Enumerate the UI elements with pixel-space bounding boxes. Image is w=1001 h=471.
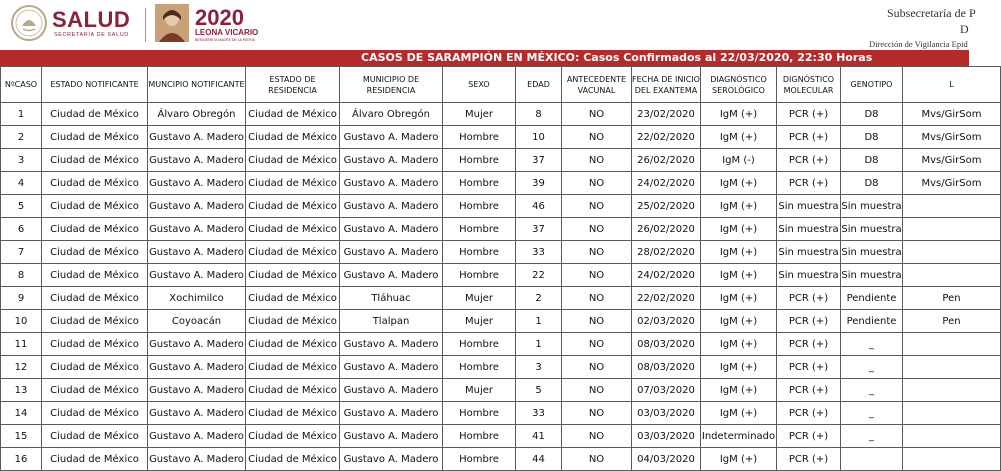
subsecretaria-label: Subsecretaría de P	[887, 6, 976, 20]
cell-municipio-notificante: Gustavo A. Madero	[148, 241, 246, 264]
cell-diagnostico-serologico: IgM (+)	[701, 103, 777, 126]
cell-antecedente-vacunal: NO	[562, 218, 632, 241]
table-row	[1, 356, 1001, 379]
cell-antecedente-vacunal: NO	[562, 149, 632, 172]
national-seal-icon	[10, 4, 48, 42]
col-header-linaje: L	[903, 67, 1001, 103]
cell-edad: 5	[516, 379, 562, 402]
cell-estado-residencia: Ciudad de México	[246, 402, 340, 425]
cell-linaje	[903, 241, 1001, 264]
cell-municipio-notificante: Gustavo A. Madero	[148, 379, 246, 402]
cell-antecedente-vacunal: NO	[562, 241, 632, 264]
cell-estado-residencia: Ciudad de México	[246, 241, 340, 264]
cell-caso: 8	[1, 264, 42, 287]
cell-caso: 7	[1, 241, 42, 264]
cell-linaje	[903, 379, 1001, 402]
cell-genotipo: D8	[841, 149, 903, 172]
header-office-text	[869, 6, 976, 50]
salud-logo	[10, 4, 145, 44]
cell-diagnostico-serologico: IgM (+)	[701, 195, 777, 218]
cell-estado-notificante: Ciudad de México	[42, 356, 148, 379]
cases-table	[0, 66, 1001, 471]
portrait-icon	[155, 4, 189, 42]
cell-sexo: Hombre	[443, 264, 516, 287]
cell-municipio-residencia: Gustavo A. Madero	[340, 195, 443, 218]
cell-estado-notificante: Ciudad de México	[42, 287, 148, 310]
cell-fecha-inicio: 08/03/2020	[632, 356, 701, 379]
cell-edad: 3	[516, 356, 562, 379]
cell-antecedente-vacunal: NO	[562, 379, 632, 402]
cell-sexo: Mujer	[443, 310, 516, 333]
cell-estado-notificante: Ciudad de México	[42, 310, 148, 333]
cell-estado-notificante: Ciudad de México	[42, 103, 148, 126]
cell-municipio-residencia: Gustavo A. Madero	[340, 126, 443, 149]
cell-municipio-residencia: Gustavo A. Madero	[340, 264, 443, 287]
cell-estado-residencia: Ciudad de México	[246, 195, 340, 218]
cell-estado-residencia: Ciudad de México	[246, 379, 340, 402]
col-header-estado-residencia: ESTADO DE RESIDENCIA	[246, 67, 340, 103]
cell-caso: 16	[1, 448, 42, 471]
cell-caso: 5	[1, 195, 42, 218]
cell-fecha-inicio: 28/02/2020	[632, 241, 701, 264]
table-row	[1, 287, 1001, 310]
cell-estado-residencia: Ciudad de México	[246, 425, 340, 448]
cell-sexo: Hombre	[443, 195, 516, 218]
cell-sexo: Hombre	[443, 402, 516, 425]
cell-linaje	[903, 356, 1001, 379]
document-header	[0, 0, 976, 50]
cell-fecha-inicio: 23/02/2020	[632, 103, 701, 126]
cell-genotipo	[841, 448, 903, 471]
cell-genotipo: _	[841, 356, 903, 379]
cell-antecedente-vacunal: NO	[562, 195, 632, 218]
cell-sexo: Mujer	[443, 379, 516, 402]
table-title-bar	[0, 50, 969, 66]
cell-diagnostico-molecular: PCR (+)	[777, 172, 841, 195]
col-header-genotipo: GENOTIPO	[841, 67, 903, 103]
salud-subtitle: SECRETARÍA DE SALUD	[54, 32, 129, 38]
cell-fecha-inicio: 22/02/2020	[632, 126, 701, 149]
cell-antecedente-vacunal: NO	[562, 103, 632, 126]
cell-genotipo: _	[841, 402, 903, 425]
cell-municipio-residencia: Gustavo A. Madero	[340, 379, 443, 402]
cell-estado-residencia: Ciudad de México	[246, 310, 340, 333]
cell-genotipo: _	[841, 379, 903, 402]
col-header-estado-notificante: ESTADO NOTIFICANTE	[42, 67, 148, 103]
table-row	[1, 333, 1001, 356]
cell-sexo: Hombre	[443, 172, 516, 195]
cell-genotipo: D8	[841, 126, 903, 149]
cell-estado-notificante: Ciudad de México	[42, 264, 148, 287]
cell-sexo: Hombre	[443, 149, 516, 172]
cell-sexo: Mujer	[443, 103, 516, 126]
cell-diagnostico-serologico: IgM (+)	[701, 218, 777, 241]
leona-vicario-logo	[155, 4, 265, 44]
cell-fecha-inicio: 08/03/2020	[632, 333, 701, 356]
cell-municipio-notificante: Gustavo A. Madero	[148, 425, 246, 448]
cell-caso: 11	[1, 333, 42, 356]
salud-wordmark: SALUD	[52, 7, 131, 32]
cell-municipio-notificante: Gustavo A. Madero	[148, 218, 246, 241]
cell-diagnostico-serologico: IgM (+)	[701, 402, 777, 425]
cell-fecha-inicio: 24/02/2020	[632, 172, 701, 195]
cell-municipio-residencia: Gustavo A. Madero	[340, 172, 443, 195]
col-header-edad: EDAD	[516, 67, 562, 103]
cell-diagnostico-molecular: Sin muestra	[777, 241, 841, 264]
cell-estado-notificante: Ciudad de México	[42, 149, 148, 172]
cell-sexo: Hombre	[443, 126, 516, 149]
cell-genotipo: _	[841, 425, 903, 448]
cell-linaje: Mvs/GirSom	[903, 149, 1001, 172]
cell-edad: 1	[516, 333, 562, 356]
cell-genotipo: Sin muestra	[841, 218, 903, 241]
cell-diagnostico-serologico: IgM (+)	[701, 356, 777, 379]
cell-municipio-residencia: Tlalpan	[340, 310, 443, 333]
year-wordmark: 2020	[195, 5, 244, 30]
cell-caso: 4	[1, 172, 42, 195]
cell-estado-notificante: Ciudad de México	[42, 172, 148, 195]
cell-linaje	[903, 264, 1001, 287]
table-row	[1, 310, 1001, 333]
table-row	[1, 448, 1001, 471]
cell-antecedente-vacunal: NO	[562, 333, 632, 356]
cell-municipio-notificante: Gustavo A. Madero	[148, 149, 246, 172]
cell-diagnostico-molecular: PCR (+)	[777, 379, 841, 402]
table-row	[1, 425, 1001, 448]
cell-edad: 41	[516, 425, 562, 448]
cell-linaje: Mvs/GirSom	[903, 172, 1001, 195]
cell-caso: 13	[1, 379, 42, 402]
cell-edad: 10	[516, 126, 562, 149]
cell-diagnostico-serologico: IgM (+)	[701, 264, 777, 287]
cell-genotipo: Sin muestra	[841, 195, 903, 218]
direccion-general-label: D	[960, 22, 969, 36]
cell-diagnostico-serologico: IgM (+)	[701, 126, 777, 149]
cell-antecedente-vacunal: NO	[562, 448, 632, 471]
cell-diagnostico-molecular: PCR (+)	[777, 287, 841, 310]
table-title: CASOS DE SARAMPIÓN EN MÉXICO: Casos Confirmados al 22/03/2020, 22:30 Horas	[361, 51, 873, 64]
cell-estado-residencia: Ciudad de México	[246, 448, 340, 471]
col-header-diagnostico-molecular: DIGNÓSTICO MOLECULAR	[777, 67, 841, 103]
cell-linaje: Pen	[903, 310, 1001, 333]
cell-caso: 9	[1, 287, 42, 310]
cell-caso: 1	[1, 103, 42, 126]
table-row	[1, 218, 1001, 241]
cell-caso: 12	[1, 356, 42, 379]
cell-municipio-residencia: Álvaro Obregón	[340, 103, 443, 126]
cell-edad: 39	[516, 172, 562, 195]
cell-genotipo: Pendiente	[841, 310, 903, 333]
cell-antecedente-vacunal: NO	[562, 425, 632, 448]
cell-sexo: Hombre	[443, 218, 516, 241]
cell-edad: 37	[516, 218, 562, 241]
cell-estado-residencia: Ciudad de México	[246, 218, 340, 241]
cell-diagnostico-serologico: IgM (+)	[701, 448, 777, 471]
cell-genotipo: _	[841, 333, 903, 356]
table-row	[1, 103, 1001, 126]
cell-edad: 1	[516, 310, 562, 333]
cell-estado-residencia: Ciudad de México	[246, 103, 340, 126]
cell-edad: 37	[516, 149, 562, 172]
cell-edad: 33	[516, 402, 562, 425]
cell-edad: 8	[516, 103, 562, 126]
cell-antecedente-vacunal: NO	[562, 264, 632, 287]
cell-diagnostico-molecular: PCR (+)	[777, 333, 841, 356]
cell-diagnostico-molecular: Sin muestra	[777, 218, 841, 241]
cell-diagnostico-serologico: IgM (+)	[701, 379, 777, 402]
cell-diagnostico-serologico: IgM (+)	[701, 172, 777, 195]
cell-diagnostico-molecular: PCR (+)	[777, 356, 841, 379]
cell-estado-notificante: Ciudad de México	[42, 218, 148, 241]
cell-linaje	[903, 425, 1001, 448]
cell-diagnostico-serologico: IgM (+)	[701, 241, 777, 264]
cell-estado-residencia: Ciudad de México	[246, 264, 340, 287]
cell-estado-notificante: Ciudad de México	[42, 195, 148, 218]
header-divider	[145, 8, 146, 42]
cell-estado-residencia: Ciudad de México	[246, 149, 340, 172]
col-header-fecha-inicio: FECHA DE INICIO DEL EXANTEMA	[632, 67, 701, 103]
cell-caso: 6	[1, 218, 42, 241]
cell-edad: 22	[516, 264, 562, 287]
cell-diagnostico-molecular: Sin muestra	[777, 264, 841, 287]
cell-estado-residencia: Ciudad de México	[246, 172, 340, 195]
cell-diagnostico-molecular: PCR (+)	[777, 103, 841, 126]
cell-diagnostico-serologico: IgM (+)	[701, 333, 777, 356]
cell-diagnostico-molecular: Sin muestra	[777, 195, 841, 218]
col-header-diagnostico-serologico: DIAGNÓSTICO SEROLÓGICO	[701, 67, 777, 103]
cell-fecha-inicio: 02/03/2020	[632, 310, 701, 333]
col-header-sexo: SEXO	[443, 67, 516, 103]
table-row	[1, 149, 1001, 172]
cell-municipio-residencia: Gustavo A. Madero	[340, 333, 443, 356]
cell-estado-residencia: Ciudad de México	[246, 287, 340, 310]
table-row	[1, 126, 1001, 149]
cell-fecha-inicio: 24/02/2020	[632, 264, 701, 287]
cell-linaje	[903, 218, 1001, 241]
cell-municipio-notificante: Álvaro Obregón	[148, 103, 246, 126]
cell-municipio-residencia: Gustavo A. Madero	[340, 149, 443, 172]
cell-fecha-inicio: 26/02/2020	[632, 149, 701, 172]
table-row	[1, 172, 1001, 195]
cell-sexo: Hombre	[443, 333, 516, 356]
cell-fecha-inicio: 03/03/2020	[632, 425, 701, 448]
table-row	[1, 379, 1001, 402]
cell-municipio-residencia: Tláhuac	[340, 287, 443, 310]
cell-linaje: Mvs/GirSom	[903, 126, 1001, 149]
cell-genotipo: Sin muestra	[841, 241, 903, 264]
table-row	[1, 195, 1001, 218]
cell-diagnostico-serologico: IgM (+)	[701, 287, 777, 310]
table-row	[1, 402, 1001, 425]
cell-linaje	[903, 195, 1001, 218]
leona-vicario-label: LEONA VICARIO	[195, 28, 259, 37]
cell-municipio-residencia: Gustavo A. Madero	[340, 448, 443, 471]
col-header-municipio-notificante: MUNCIPIO NOTIFICANTE	[148, 67, 246, 103]
cell-municipio-notificante: Gustavo A. Madero	[148, 195, 246, 218]
cell-diagnostico-molecular: PCR (+)	[777, 448, 841, 471]
direccion-vigilancia-label: Dirección de Vigilancia Epid	[869, 39, 968, 49]
cell-genotipo: Sin muestra	[841, 264, 903, 287]
cell-diagnostico-molecular: PCR (+)	[777, 310, 841, 333]
cell-fecha-inicio: 03/03/2020	[632, 402, 701, 425]
cell-linaje: Pen	[903, 287, 1001, 310]
col-header-antecedente-vacunal: ANTECEDENTE VACUNAL	[562, 67, 632, 103]
cell-antecedente-vacunal: NO	[562, 287, 632, 310]
cell-municipio-notificante: Gustavo A. Madero	[148, 402, 246, 425]
cell-municipio-notificante: Gustavo A. Madero	[148, 172, 246, 195]
cell-antecedente-vacunal: NO	[562, 356, 632, 379]
cell-municipio-notificante: Gustavo A. Madero	[148, 333, 246, 356]
leona-vicario-tagline: BENEMÉRITA MADRE DE LA PATRIA	[195, 38, 255, 42]
cell-municipio-notificante: Xochimilco	[148, 287, 246, 310]
cell-municipio-notificante: Gustavo A. Madero	[148, 126, 246, 149]
cell-edad: 33	[516, 241, 562, 264]
cell-linaje: Mvs/GirSom	[903, 103, 1001, 126]
cell-estado-notificante: Ciudad de México	[42, 448, 148, 471]
cell-fecha-inicio: 04/03/2020	[632, 448, 701, 471]
cell-estado-notificante: Ciudad de México	[42, 241, 148, 264]
cell-diagnostico-molecular: PCR (+)	[777, 425, 841, 448]
cell-diagnostico-molecular: PCR (+)	[777, 126, 841, 149]
cell-antecedente-vacunal: NO	[562, 126, 632, 149]
cell-caso: 2	[1, 126, 42, 149]
cell-estado-notificante: Ciudad de México	[42, 126, 148, 149]
table-header-row	[1, 67, 1001, 103]
cell-municipio-notificante: Coyoacán	[148, 310, 246, 333]
col-header-caso: NºCASO	[1, 67, 42, 103]
cell-estado-residencia: Ciudad de México	[246, 333, 340, 356]
cell-genotipo: Pendiente	[841, 287, 903, 310]
cell-fecha-inicio: 22/02/2020	[632, 287, 701, 310]
cell-diagnostico-molecular: PCR (+)	[777, 402, 841, 425]
cell-municipio-residencia: Gustavo A. Madero	[340, 402, 443, 425]
cell-sexo: Hombre	[443, 448, 516, 471]
table-row	[1, 241, 1001, 264]
cell-sexo: Mujer	[443, 287, 516, 310]
cell-estado-notificante: Ciudad de México	[42, 425, 148, 448]
cell-antecedente-vacunal: NO	[562, 172, 632, 195]
cell-edad: 46	[516, 195, 562, 218]
cell-antecedente-vacunal: NO	[562, 310, 632, 333]
cell-diagnostico-serologico: IgM (-)	[701, 149, 777, 172]
cell-caso: 14	[1, 402, 42, 425]
cell-caso: 3	[1, 149, 42, 172]
cell-edad: 2	[516, 287, 562, 310]
cell-caso: 15	[1, 425, 42, 448]
cell-diagnostico-serologico: IgM (+)	[701, 310, 777, 333]
cell-fecha-inicio: 25/02/2020	[632, 195, 701, 218]
cell-estado-notificante: Ciudad de México	[42, 379, 148, 402]
cell-fecha-inicio: 07/03/2020	[632, 379, 701, 402]
cell-linaje	[903, 333, 1001, 356]
cell-estado-residencia: Ciudad de México	[246, 126, 340, 149]
cell-municipio-notificante: Gustavo A. Madero	[148, 356, 246, 379]
cell-sexo: Hombre	[443, 425, 516, 448]
cell-antecedente-vacunal: NO	[562, 402, 632, 425]
cell-municipio-notificante: Gustavo A. Madero	[148, 264, 246, 287]
cell-municipio-residencia: Gustavo A. Madero	[340, 425, 443, 448]
cell-estado-residencia: Ciudad de México	[246, 356, 340, 379]
cell-diagnostico-serologico: Indeterminado	[701, 425, 777, 448]
cell-municipio-residencia: Gustavo A. Madero	[340, 356, 443, 379]
cell-genotipo: D8	[841, 103, 903, 126]
cell-caso: 10	[1, 310, 42, 333]
cell-sexo: Hombre	[443, 356, 516, 379]
cell-municipio-residencia: Gustavo A. Madero	[340, 218, 443, 241]
cell-municipio-notificante: Gustavo A. Madero	[148, 448, 246, 471]
cell-linaje	[903, 448, 1001, 471]
cell-fecha-inicio: 26/02/2020	[632, 218, 701, 241]
cell-diagnostico-molecular: PCR (+)	[777, 149, 841, 172]
cell-estado-notificante: Ciudad de México	[42, 402, 148, 425]
table-row	[1, 264, 1001, 287]
cell-estado-notificante: Ciudad de México	[42, 333, 148, 356]
cell-municipio-residencia: Gustavo A. Madero	[340, 241, 443, 264]
cell-genotipo: D8	[841, 172, 903, 195]
col-header-municipio-residencia: MUNICIPIO DE RESIDENCIA	[340, 67, 443, 103]
cell-linaje	[903, 402, 1001, 425]
cell-edad: 44	[516, 448, 562, 471]
cell-sexo: Hombre	[443, 241, 516, 264]
